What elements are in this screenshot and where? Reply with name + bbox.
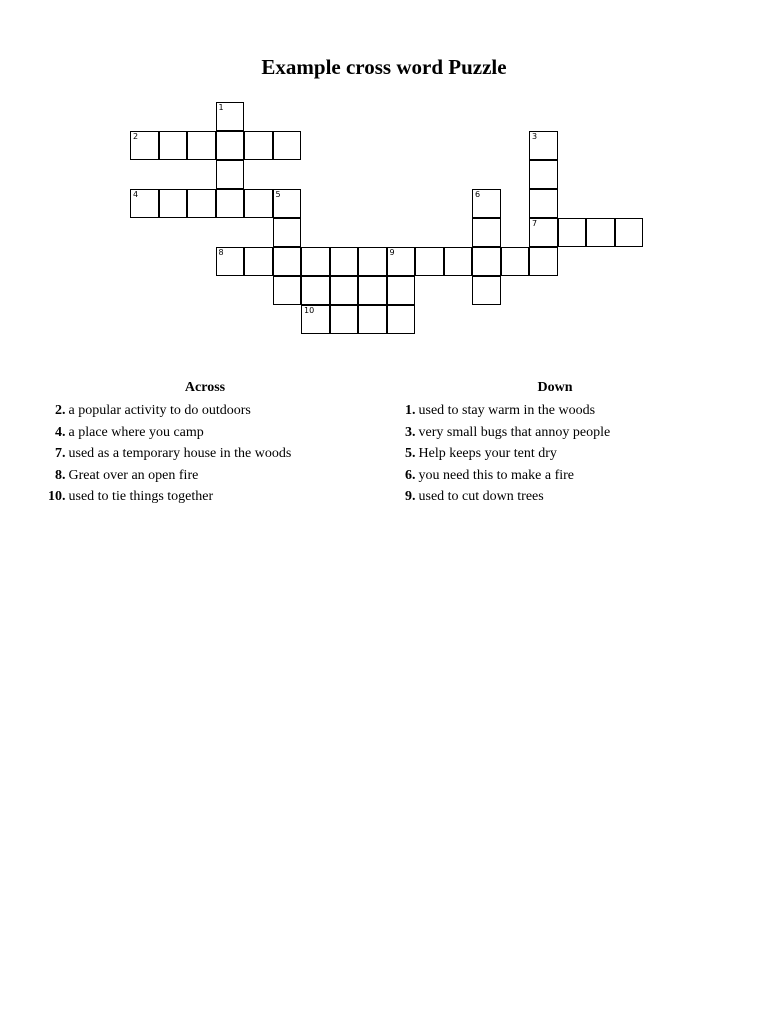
clue-number: 3 [532, 132, 538, 141]
clue-down-1: 1. used to stay warm in the woods [405, 403, 596, 418]
crossword-cell[interactable] [415, 247, 444, 276]
clue-across-4: 4. a place where you camp [55, 424, 204, 440]
clue-number: 1 [218, 103, 224, 112]
crossword-cell[interactable] [273, 218, 302, 247]
crossword-cell[interactable] [244, 189, 273, 218]
crossword-cell[interactable] [216, 131, 245, 160]
crossword-cell[interactable] [130, 131, 159, 160]
crossword-cell[interactable] [615, 218, 644, 247]
crossword-cell[interactable] [387, 276, 416, 305]
clue-across-7: 7. used as a temporary house in the woods [55, 446, 292, 461]
down-heading: Down [537, 380, 573, 395]
crossword-cell[interactable] [130, 189, 159, 218]
crossword-cell[interactable] [558, 218, 587, 247]
crossword-cell[interactable] [301, 276, 330, 305]
crossword-cell[interactable] [330, 276, 359, 305]
clue-number: 9 [389, 248, 395, 257]
clue-down-6: 6. you need this to make a fire [405, 467, 575, 483]
crossword-cell[interactable] [472, 247, 501, 276]
crossword-cell[interactable] [529, 218, 558, 247]
crossword-cell[interactable] [216, 247, 245, 276]
clue-number: 2 [133, 132, 139, 141]
crossword-cell[interactable] [244, 131, 273, 160]
crossword-cell[interactable] [330, 247, 359, 276]
crossword-cell[interactable] [216, 102, 245, 131]
crossword-cell[interactable] [472, 189, 501, 218]
crossword-cell[interactable] [358, 276, 387, 305]
crossword-cell[interactable] [472, 218, 501, 247]
page-title: Example cross word Puzzle [261, 55, 507, 79]
crossword-cell[interactable] [273, 247, 302, 276]
clue-down-3: 3. very small bugs that annoy people [405, 424, 611, 440]
crossword-cell[interactable] [273, 276, 302, 305]
crossword-cell[interactable] [187, 131, 216, 160]
crossword-cell[interactable] [159, 189, 188, 218]
crossword-cell[interactable] [358, 305, 387, 334]
clue-across-10: 10. used to tie things together [48, 489, 214, 504]
crossword-cell[interactable] [159, 131, 188, 160]
crossword-cell[interactable] [301, 305, 330, 334]
clue-number: 6 [475, 190, 481, 199]
crossword-cell[interactable] [187, 189, 216, 218]
crossword-cell[interactable] [330, 305, 359, 334]
crossword-cell[interactable] [273, 131, 302, 160]
clue-down-5: 5. Help keeps your tent dry [405, 446, 557, 461]
crossword-cell[interactable] [501, 247, 530, 276]
clue-number: 8 [218, 248, 224, 257]
crossword-cell[interactable] [216, 189, 245, 218]
crossword-cell[interactable] [529, 131, 558, 160]
crossword-cell[interactable] [301, 247, 330, 276]
crossword-cell[interactable] [358, 247, 387, 276]
clue-number: 10 [304, 306, 315, 315]
crossword-cell[interactable] [472, 276, 501, 305]
clue-number: 5 [275, 190, 281, 199]
crossword-cell[interactable] [273, 189, 302, 218]
clue-number: 4 [133, 190, 139, 199]
crossword-cell[interactable] [529, 247, 558, 276]
crossword-cell[interactable] [529, 189, 558, 218]
crossword-cell[interactable] [444, 247, 473, 276]
down-clues [390, 380, 720, 508]
crossword-cell[interactable] [216, 160, 245, 189]
clue-across-8: 8. Great over an open fire [55, 467, 199, 483]
crossword-grid [0, 0, 768, 360]
across-clues [40, 380, 370, 508]
clue-down-9: 9. used to cut down trees [405, 489, 544, 504]
crossword-cell[interactable] [244, 247, 273, 276]
crossword-cell[interactable] [586, 218, 615, 247]
crossword-cell[interactable] [529, 160, 558, 189]
crossword-cell[interactable] [387, 305, 416, 334]
across-heading: Across [184, 380, 226, 395]
clue-across-2: 2. a popular activity to do outdoors [55, 403, 251, 418]
crossword-cell[interactable] [387, 247, 416, 276]
clue-number: 7 [532, 219, 538, 228]
